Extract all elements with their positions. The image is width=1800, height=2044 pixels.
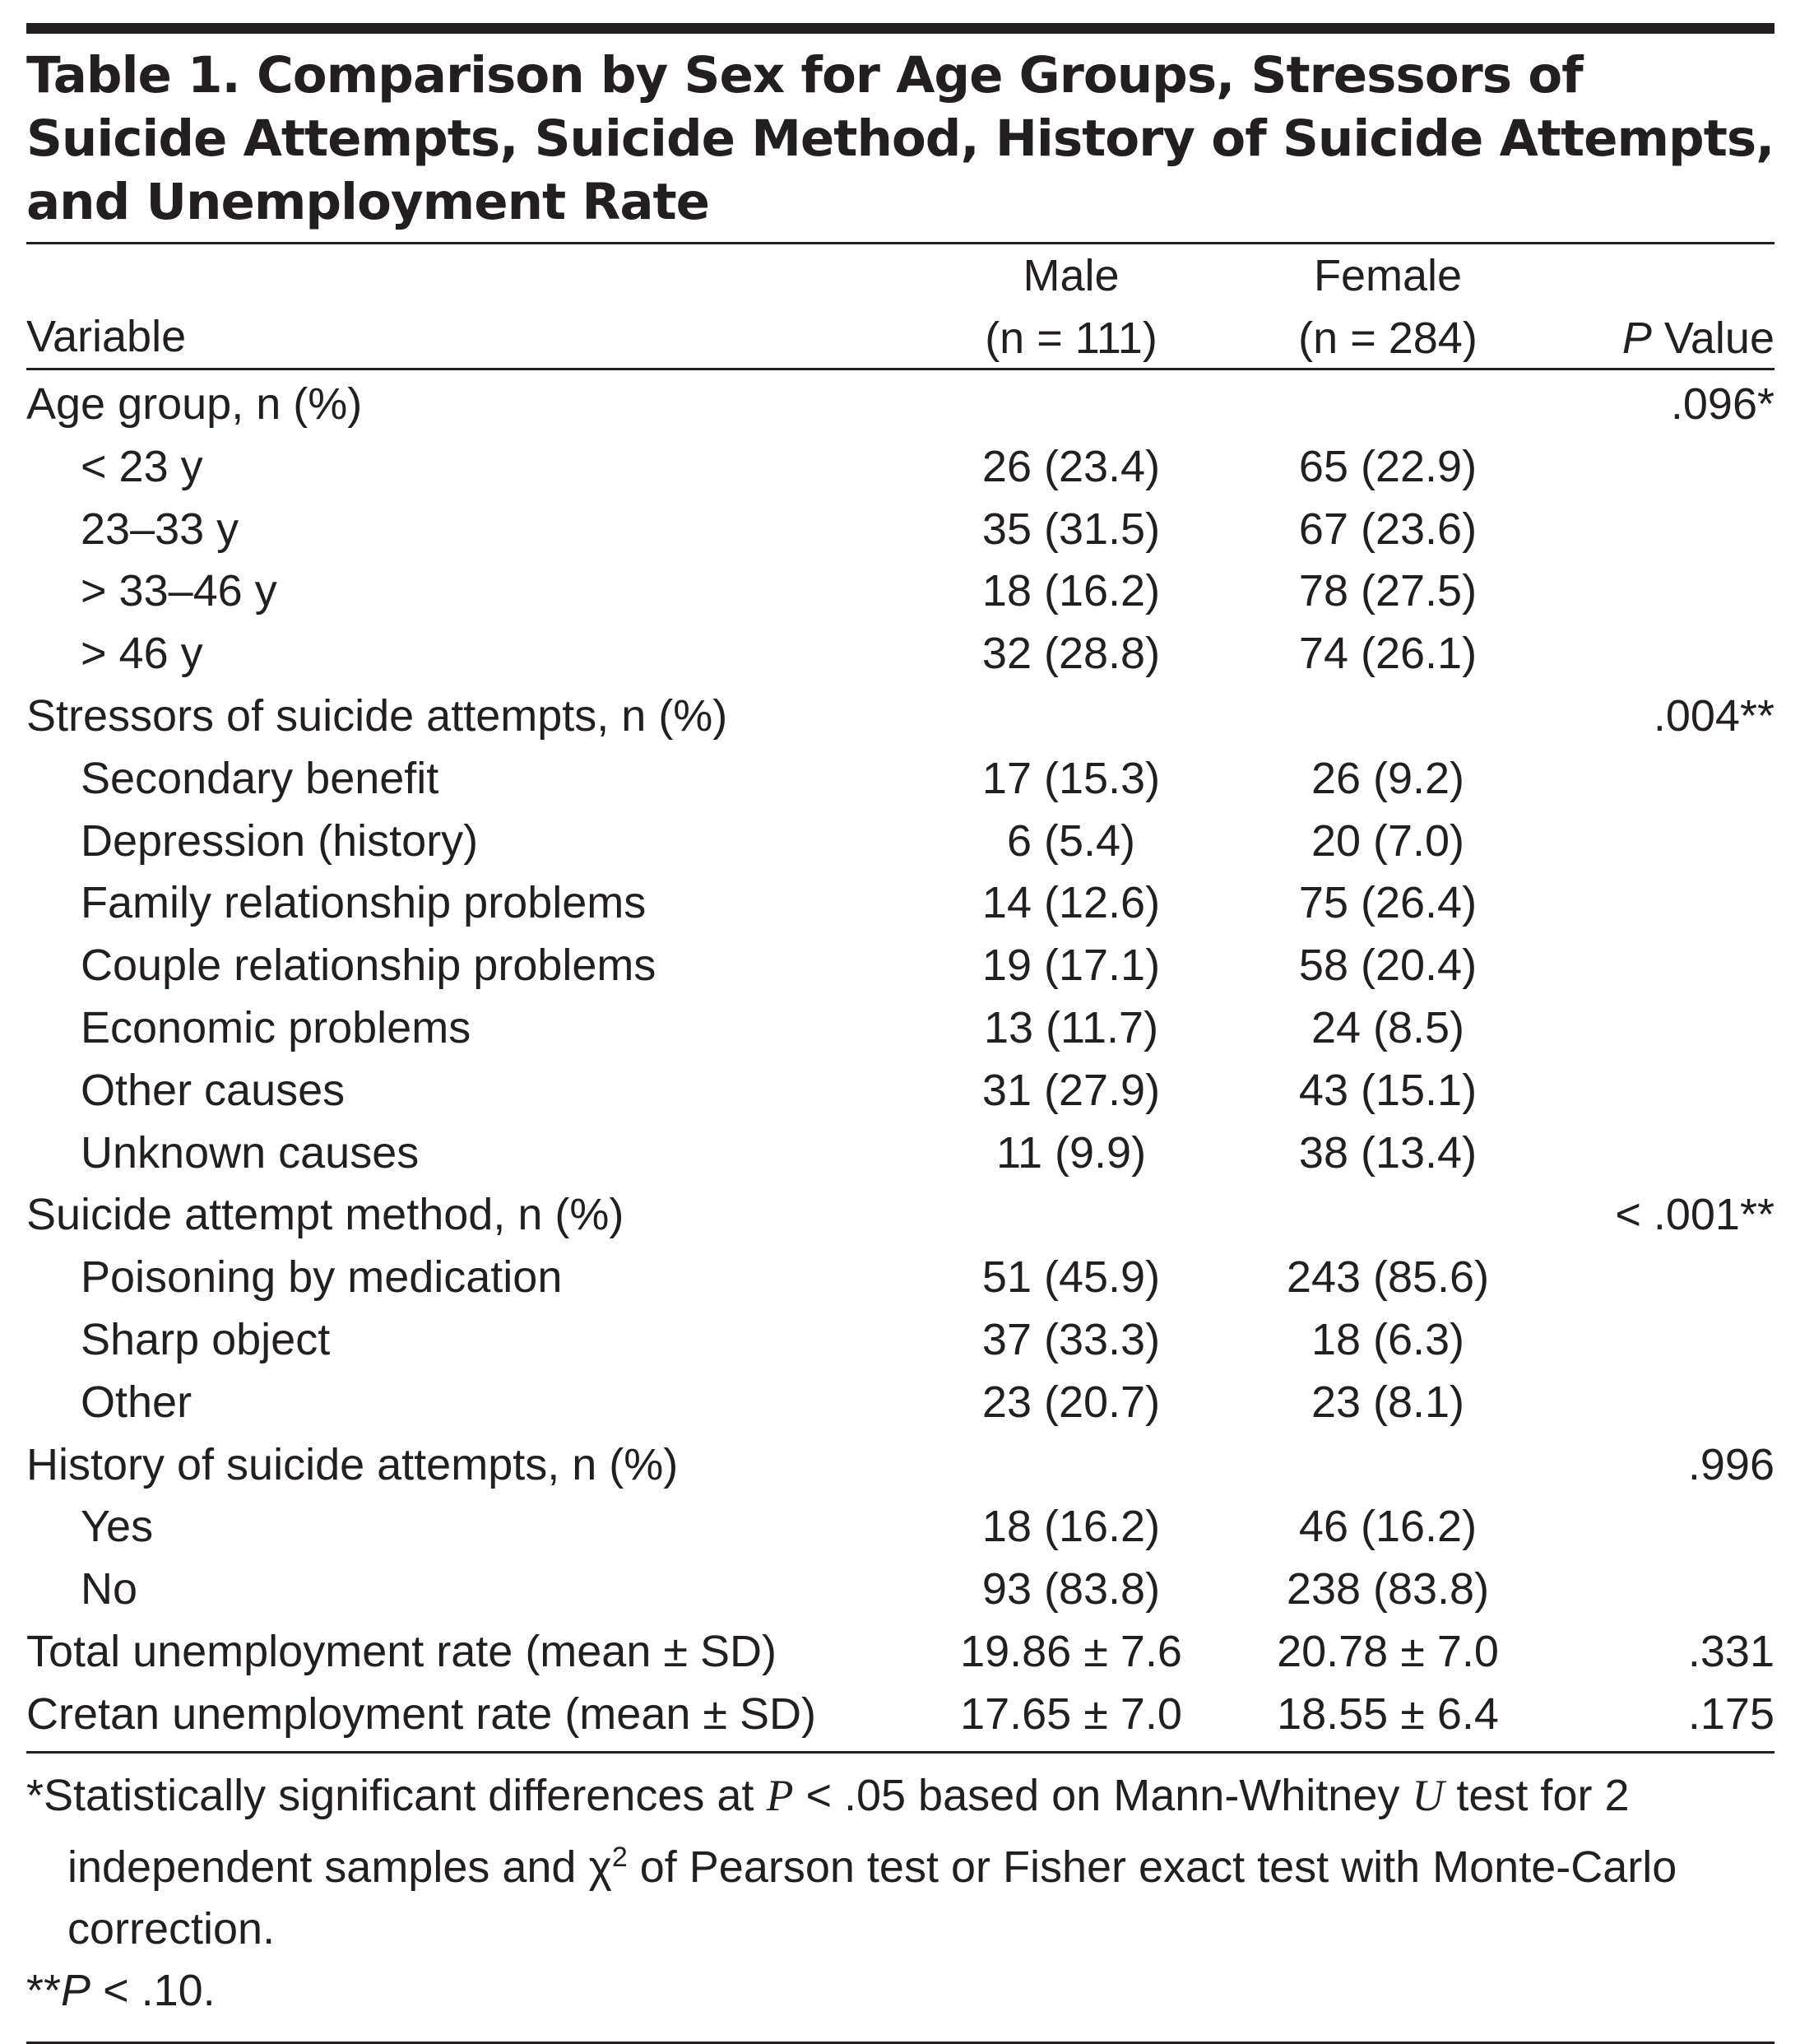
table-section-row [26, 1684, 1774, 1746]
row-label: Economic problems [81, 1002, 471, 1052]
table-row [26, 1372, 1774, 1434]
female-cell: 23 (8.1) [1311, 1377, 1465, 1427]
p-value-cell: < .001** [1615, 1190, 1774, 1240]
column-header-p-value [1622, 307, 1774, 369]
male-cell: 51 (45.9) [981, 1252, 1161, 1303]
male-cell: 17 (15.3) [981, 753, 1161, 803]
footnote-text: < .05 based on Mann-Whitney [793, 1770, 1413, 1820]
footnote-significance [26, 1765, 1774, 1960]
column-header-female-n: (n = 284) [1298, 314, 1478, 363]
footnote-text: ** [26, 1965, 62, 2015]
row-label: Other [81, 1377, 193, 1427]
male-cell: 19 (17.1) [981, 941, 1161, 991]
column-header-male: Male [1023, 251, 1120, 300]
male-cell: 6 (5.4) [1006, 815, 1136, 866]
female-cell: 67 (23.6) [1298, 504, 1478, 554]
table-section-row [26, 1184, 1774, 1247]
female-cell: 20 (7.0) [1311, 815, 1465, 866]
row-label: Age group, n (%) [26, 379, 363, 429]
column-header-variable: Variable [26, 312, 187, 361]
table-row [26, 560, 1774, 623]
footnote-text: < .10. [90, 1965, 216, 2015]
male-cell: 37 (33.3) [981, 1314, 1161, 1364]
female-cell: 75 (26.4) [1298, 878, 1478, 928]
table-section-row [26, 1621, 1774, 1684]
row-label: Other causes [81, 1065, 346, 1115]
footnote-text: test for 2 independent samples and χ [67, 1770, 1630, 1892]
female-cell: 243 (85.6) [1286, 1252, 1490, 1303]
male-cell: 18 (16.2) [981, 566, 1161, 616]
row-label: Yes [81, 1502, 154, 1552]
row-label: > 46 y [81, 629, 203, 679]
table-title: Table 1. Comparison by Sex for Age Groups, Stressors of Suicide Attempts, Suicide Method, History of Suicide Attempts, and Unemployment Rate [26, 46, 1774, 231]
row-label: Poisoning by medication [81, 1252, 563, 1303]
male-cell: 35 (31.5) [981, 504, 1161, 554]
female-cell: 74 (26.1) [1298, 629, 1478, 679]
female-cell: 65 (22.9) [1298, 441, 1478, 491]
footnote-text: of Pearson test or Fisher exact test with Monte-Carlo correction. [67, 1842, 1677, 1953]
female-cell: 238 (83.8) [1286, 1564, 1490, 1614]
row-label: Stressors of suicide attempts, n (%) [26, 690, 728, 741]
p-italic: P [1621, 314, 1652, 363]
table-row [26, 623, 1774, 685]
table-row [26, 1496, 1774, 1559]
table-row [26, 1060, 1774, 1122]
table-row [26, 811, 1774, 873]
footnote-u: U [1412, 1770, 1445, 1820]
row-label: Family relationship problems [81, 878, 647, 928]
male-cell: 19.86 ± 7.6 [960, 1626, 1182, 1676]
column-header-male-n: (n = 111) [985, 314, 1157, 363]
row-label: > 33–46 y [81, 566, 277, 616]
female-cell: 43 (15.1) [1298, 1065, 1478, 1115]
female-cell: 46 (16.2) [1298, 1502, 1478, 1552]
p-value-cell: .175 [1687, 1689, 1774, 1739]
female-cell: 20.78 ± 7.0 [1277, 1626, 1499, 1676]
male-cell: 17.65 ± 7.0 [960, 1689, 1182, 1739]
female-cell: 18.55 ± 6.4 [1277, 1689, 1499, 1739]
female-cell: 38 (13.4) [1298, 1127, 1478, 1178]
male-cell: 32 (28.8) [981, 629, 1161, 679]
male-cell: 93 (83.8) [981, 1564, 1161, 1614]
row-label: Total unemployment rate (mean ± SD) [26, 1626, 777, 1676]
table-row [26, 1559, 1774, 1621]
top-rule [26, 23, 1774, 34]
p-value-cell: .996 [1687, 1439, 1774, 1489]
table-row [26, 436, 1774, 499]
male-cell: 11 (9.9) [995, 1127, 1147, 1178]
row-label: Unknown causes [81, 1127, 420, 1178]
table-header [26, 244, 1774, 368]
body-bottom-rule [26, 1751, 1774, 1754]
table-figure [26, 23, 1774, 2044]
row-label: No [81, 1564, 138, 1614]
row-label: Couple relationship problems [81, 941, 656, 991]
table-body [26, 374, 1774, 1746]
female-cell: 78 (27.5) [1298, 566, 1478, 616]
p-value-cell: .331 [1687, 1626, 1774, 1676]
table-row [26, 499, 1774, 561]
table-section-row [26, 685, 1774, 748]
column-header-female: Female [1313, 251, 1463, 300]
header-bottom-rule [26, 368, 1774, 370]
row-label: Secondary benefit [81, 753, 439, 803]
table-row [26, 872, 1774, 935]
p-value-text: Value [1651, 314, 1774, 363]
p-value-cell: .096* [1670, 379, 1774, 429]
table-row [26, 1309, 1774, 1372]
row-label: History of suicide attempts, n (%) [26, 1439, 679, 1489]
female-cell: 18 (6.3) [1311, 1314, 1465, 1364]
table-section-row [26, 1434, 1774, 1497]
p-value-cell: .004** [1653, 690, 1774, 741]
row-label: Cretan unemployment rate (mean ± SD) [26, 1689, 817, 1739]
male-cell: 18 (16.2) [981, 1502, 1161, 1552]
male-cell: 23 (20.7) [981, 1377, 1161, 1427]
table-row [26, 997, 1774, 1060]
table-row [26, 1122, 1774, 1185]
male-cell: 13 (11.7) [983, 1002, 1159, 1052]
row-label: Sharp object [81, 1314, 331, 1364]
row-label: Suicide attempt method, n (%) [26, 1190, 624, 1240]
footnote-p: P [766, 1770, 794, 1820]
row-label: Depression (history) [81, 815, 479, 866]
footnote-text: *Statistically significant differences at [26, 1770, 767, 1820]
footnote-superscript: 2 [611, 1841, 628, 1873]
table-row [26, 748, 1774, 811]
row-label: 23–33 y [81, 504, 239, 554]
male-cell: 14 (12.6) [981, 878, 1161, 928]
male-cell: 26 (23.4) [981, 441, 1161, 491]
table-row [26, 1247, 1774, 1309]
female-cell: 24 (8.5) [1311, 1002, 1465, 1052]
table-section-row [26, 374, 1774, 436]
footnotes [26, 1765, 1774, 2022]
male-cell: 31 (27.9) [981, 1065, 1161, 1115]
row-label: < 23 y [81, 441, 203, 491]
female-cell: 58 (20.4) [1298, 941, 1478, 991]
table-row [26, 935, 1774, 997]
footnote-trend [26, 1960, 1774, 2022]
female-cell: 26 (9.2) [1311, 753, 1465, 803]
footnote-p: P [61, 1965, 91, 2015]
